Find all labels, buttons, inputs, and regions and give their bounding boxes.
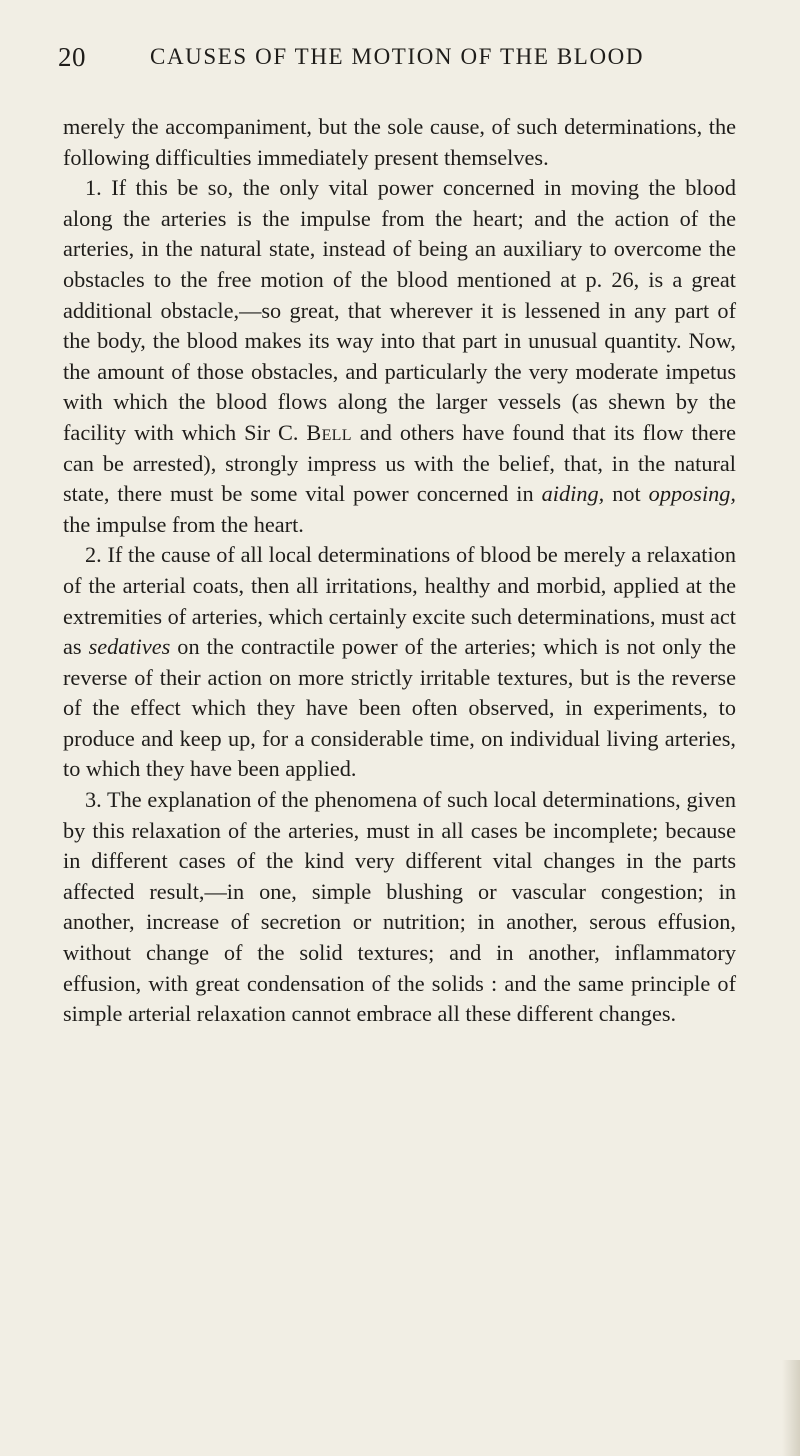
paragraph-1-text-d: the impulse from the heart. [63,511,304,537]
paragraph-2-text-a: 2. If the cause of all local determinations of blood be merely a relaxation of the arterial coats, then all irritations, healthy and morbid, applied at the extremities of arteries, which certainly excite such determinations, must act as [63,542,737,660]
paragraph-2-text-b: on the contractile power of the arteries; which is not only the reverse of their action on more strictly irritable textures, but is the reverse of the effect which they have been often observed, in experiments, to produce and keep up, for a considerable time, on individual living arteries, to which they have been applied. [63,634,736,782]
author-name-bell: Bell [306,419,352,445]
italic-aiding: aiding, [541,481,605,507]
running-head [58,42,698,82]
page-edge-shadow [782,1360,800,1456]
paragraph-1-text-b: and others have found that its flow there can be arrested), strongly impress us with the belief, that, in the natural state, there must be some vital power concerned in [63,419,736,507]
numbered-paragraph-1 [63,173,736,540]
numbered-paragraph-3: 3. The explanation of the phenomena of such local determinations, given by this relaxation of the arteries, must in all cases be incomplete; because in different cases of the kind very different vital changes in the parts affected result,—in one, simple blushing or vascular congestion; in another, increase of secretion or nutrition; in another, serous effusion, without change of the solid textures; and in another, inflammatory effusion, with great condensation of the solids : and the same principle of simple arterial relaxation cannot embrace all these different changes. [63,787,736,1027]
body-text [63,112,736,1030]
paragraph-1-text-a: 1. If this be so, the only vital power concerned in moving the blood along the arteries is the impulse from the heart; and the action of the arteries, in the natural state, instead of being an auxiliary to overcome the obstacles to the free motion of the blood mentioned at p. 26, is a great additional obstacle,—so great, that wherever it is lessened in any part of the body, the blood makes its way into that part in unusual quantity. Now, the amount of those obstacles, and particularly the very moderate impetus with which the blood flows along the larger vessels (as shewn by the facility with which Sir C. [63,175,736,445]
running-title: CAUSES OF THE MOTION OF THE BLOOD [150,44,645,69]
paragraph-1-text-c: not [604,481,649,507]
page-number: 20 [58,42,86,72]
italic-sedatives: sedatives [88,634,171,660]
numbered-paragraph-2 [63,540,736,785]
continuation-paragraph: merely the accompaniment, but the sole cause, of such determinations, the following difficulties immediately present themselves. [63,114,736,170]
italic-opposing: opposing, [648,481,737,507]
